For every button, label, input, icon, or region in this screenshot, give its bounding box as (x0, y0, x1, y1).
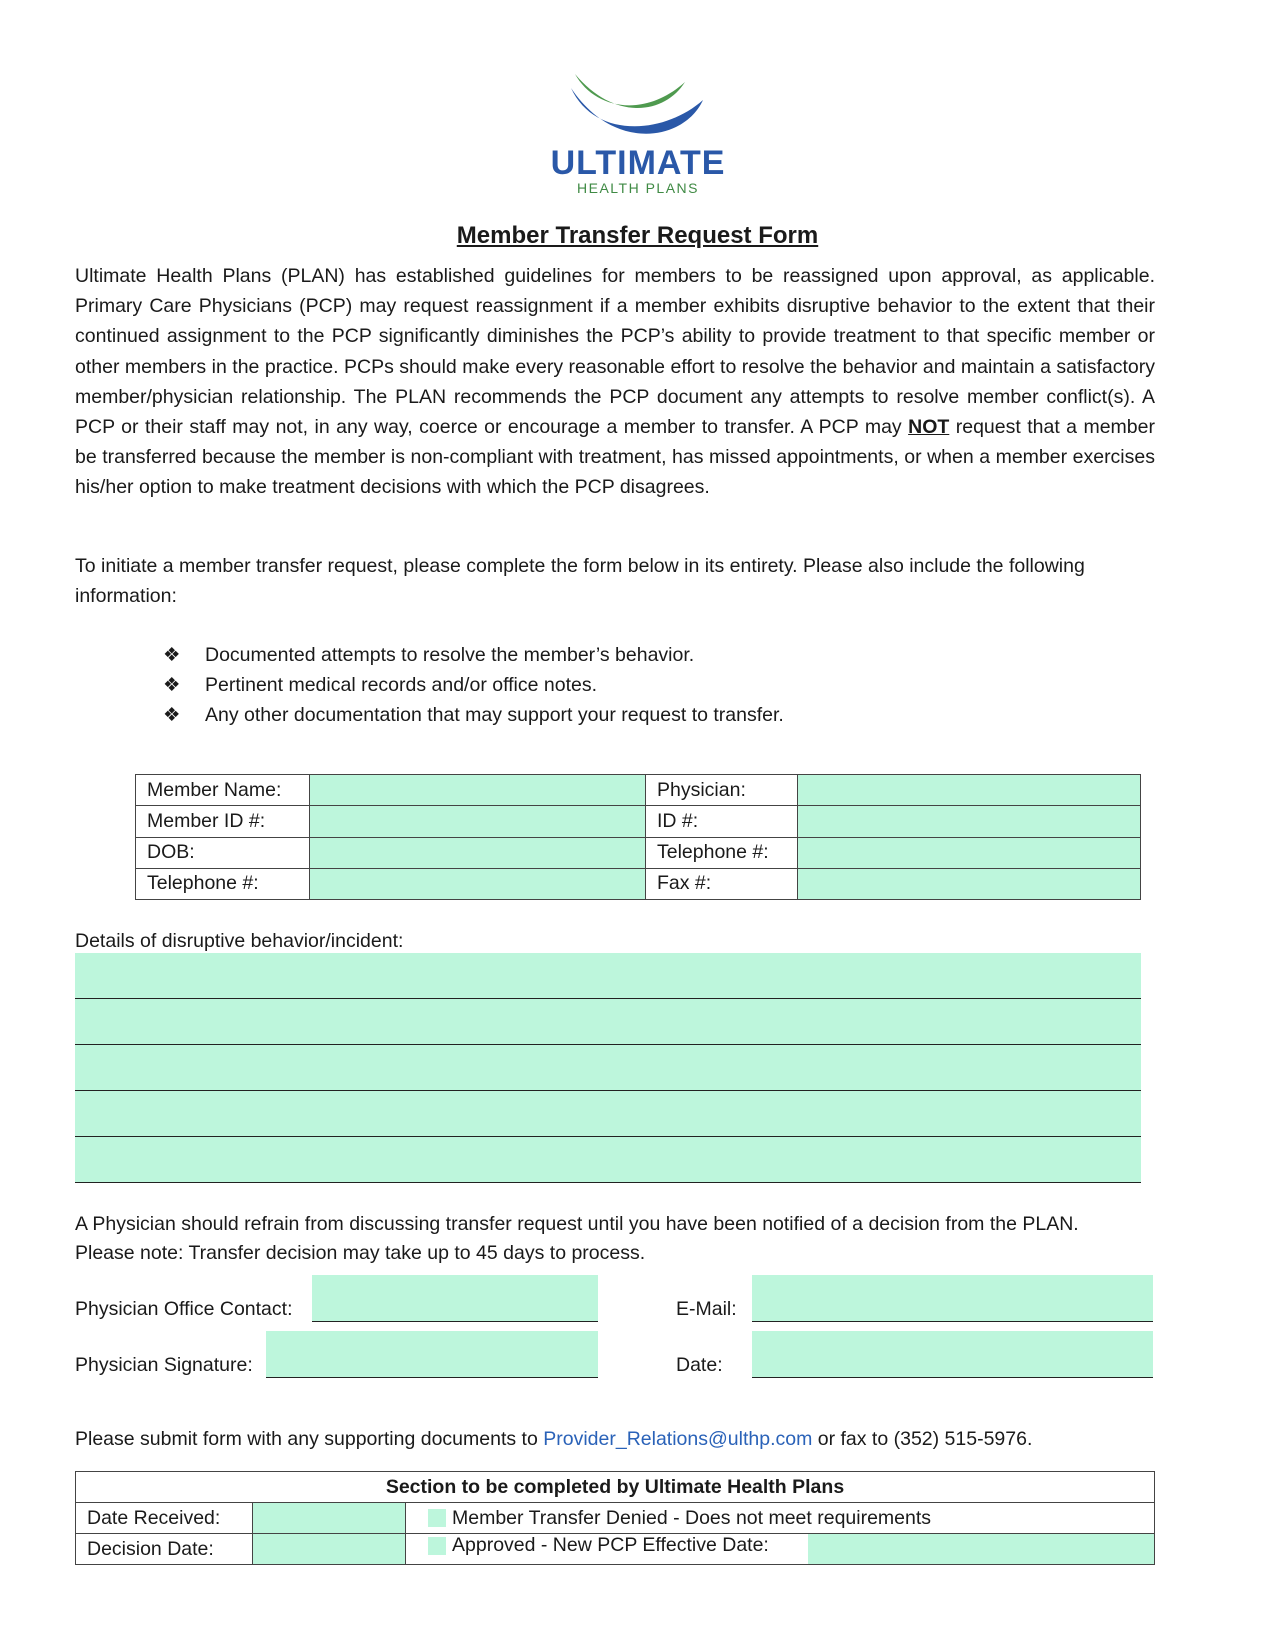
plan-section-header: Section to be completed by Ultimate Health Plans (76, 1472, 1155, 1503)
fax-label: Fax #: (646, 868, 798, 899)
email-field[interactable] (752, 1275, 1153, 1322)
list-item-text: Documented attempts to resolve the member’s behavior. (205, 644, 695, 666)
physician-field[interactable] (798, 775, 1141, 806)
list-item (163, 640, 784, 670)
dob-label: DOB: (136, 837, 310, 868)
approved-option-label: Approved - New PCP Effective Date: (452, 1534, 769, 1556)
submit-instructions (75, 1428, 1032, 1451)
member-name-field[interactable] (310, 775, 646, 806)
fax-field[interactable] (798, 868, 1141, 899)
details-field-line-4[interactable] (75, 1091, 1141, 1137)
approved-checkbox[interactable] (428, 1537, 446, 1555)
decision-date-field[interactable] (253, 1534, 406, 1565)
details-label: Details of disruptive behavior/incident: (75, 930, 404, 952)
member-telephone-field[interactable] (310, 868, 646, 899)
instructions-text: To initiate a member transfer request, please complete the form below in its entirety. Please also include the following information: (75, 555, 1085, 608)
table-row (136, 806, 1141, 837)
member-id-field[interactable] (310, 806, 646, 837)
logo-green-swoosh (575, 74, 685, 108)
submit-text-before: Please submit form with any supporting documents to (75, 1428, 544, 1450)
list-item-text: Any other documentation that may support your request to transfer. (205, 704, 784, 727)
details-field-line-2[interactable] (75, 999, 1141, 1045)
provider-relations-email-link[interactable]: Provider_Relations@ulthp.com (543, 1428, 813, 1450)
date-received-label: Date Received: (76, 1503, 253, 1534)
table-row (136, 775, 1141, 806)
logo-subtitle: HEALTH PLANS (577, 180, 699, 196)
logo-blue-swoosh (571, 88, 703, 134)
logo-title: ULTIMATE (550, 144, 726, 182)
list-item (163, 700, 784, 730)
form-title: Member Transfer Request Form (456, 222, 819, 249)
list-item-text: Pertinent medical records and/or office notes. (205, 674, 598, 697)
approved-option (406, 1534, 1155, 1565)
member-physician-table (135, 774, 1141, 900)
details-field-line-1[interactable] (75, 953, 1141, 999)
submit-text-after: or fax to (352) 515-5976. (812, 1428, 1033, 1450)
date-field[interactable] (752, 1331, 1153, 1378)
date-received-field[interactable] (253, 1503, 406, 1534)
table-row (76, 1472, 1155, 1503)
denied-checkbox[interactable] (428, 1509, 446, 1527)
table-row (136, 837, 1141, 868)
diamond-bullet-icon: ❖ (163, 674, 181, 697)
required-documents-list (163, 640, 784, 731)
date-label: Date: (676, 1354, 723, 1376)
table-row (136, 868, 1141, 899)
intro-text-part1: Ultimate Health Plans (PLAN) has established guidelines for members to be reassigned upon approval, as applicable. Primary Care Physicians (PCP) may request reassignment if a member exhibits disruptive behavior to the extent that their continued assignment to the PCP significantly diminishes the PCP’s ability to provide treatment to that specific member or other members in the practice. PCPs should make every reasonable effort to resolve the behavior and maintain a satisfactory member/physician relationship. The PLAN recommends the PCP document any attempts to resolve member conflict(s). A PCP or their staff may not, in any way, coerce or encourage a member to transfer. A PCP may (75, 265, 1155, 439)
intro-text-part2: request that a member be transferred because the member is non-compliant with treatment, has missed appointments, or when a member exercises his/her option to make treatment decisions with which the PCP disagrees. (75, 416, 1155, 499)
diamond-bullet-icon: ❖ (163, 644, 181, 666)
denied-option (406, 1503, 1155, 1534)
intro-paragraph (75, 261, 1155, 503)
physician-signature-field[interactable] (266, 1331, 598, 1378)
intro-emphasis: NOT (908, 416, 950, 439)
table-row (76, 1534, 1155, 1565)
physician-signature-label: Physician Signature: (75, 1354, 253, 1376)
physician-telephone-label: Telephone #: (646, 837, 798, 868)
email-label: E-Mail: (676, 1298, 737, 1320)
member-telephone-label: Telephone #: (136, 868, 310, 899)
member-id-label: Member ID #: (136, 806, 310, 837)
dob-field[interactable] (310, 837, 646, 868)
physician-id-label: ID #: (646, 806, 798, 837)
decision-date-label: Decision Date: (76, 1534, 253, 1565)
details-field-line-5[interactable] (75, 1137, 1141, 1183)
new-pcp-effective-date-field[interactable] (808, 1534, 1154, 1564)
processing-note (75, 1210, 1079, 1268)
denied-option-label: Member Transfer Denied - Does not meet requirements (452, 1506, 932, 1529)
office-contact-label: Physician Office Contact: (75, 1298, 293, 1320)
office-contact-field[interactable] (312, 1275, 598, 1322)
plan-section-table (75, 1471, 1155, 1565)
physician-id-field[interactable] (798, 806, 1141, 837)
physician-label: Physician: (646, 775, 798, 806)
note-line-2: Please note: Transfer decision may take up to 45 days to process. (75, 1242, 646, 1264)
note-line-1: A Physician should refrain from discussing transfer request until you have been notified of a decision from the PLAN. (75, 1213, 1079, 1235)
list-item (163, 670, 784, 700)
details-field-line-3[interactable] (75, 1045, 1141, 1091)
diamond-bullet-icon: ❖ (163, 704, 181, 727)
member-name-label: Member Name: (136, 775, 310, 806)
physician-telephone-field[interactable] (798, 837, 1141, 868)
table-row (76, 1503, 1155, 1534)
